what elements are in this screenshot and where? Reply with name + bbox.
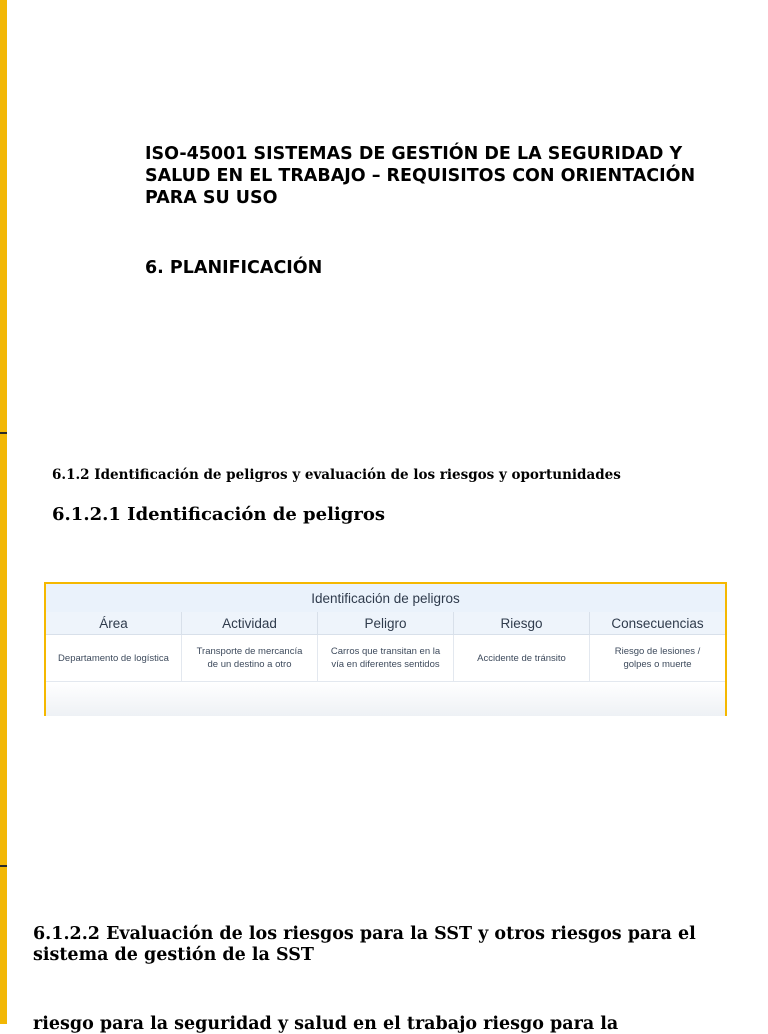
subsection-heading: 6.1.2 Identificación de peligros y evaluación de los riesgos y oportunidades <box>52 467 621 483</box>
table-footer <box>46 682 725 716</box>
page-separator-tick <box>0 432 7 434</box>
document-title: ISO-45001 SISTEMAS DE GESTIÓN DE LA SEGURIDAD Y SALUD EN EL TRABAJO – REQUISITOS CON ORIENTACIÓN PARA SU USO <box>145 144 696 208</box>
section-heading: 6. PLANIFICACIÓN <box>145 258 323 278</box>
table-header-cell: Riesgo <box>454 612 590 634</box>
table-cell: Carros que transitan en la vía en diferentes sentidos <box>318 635 454 681</box>
table-header-cell: Consecuencias <box>611 616 704 631</box>
table-header-cell: Área <box>46 612 182 634</box>
left-accent-bar <box>0 0 7 1024</box>
table-cell: Accidente de tránsito <box>454 635 590 681</box>
cut-off-text: riesgo para la seguridad y salud en el trabajo riesgo para la <box>33 1014 619 1034</box>
table-header-row <box>46 612 725 635</box>
subsubsection-heading-1: 6.1.2.1 Identificación de peligros <box>52 504 385 525</box>
table-row <box>46 635 725 682</box>
table-cell: Departamento de logística <box>46 635 182 681</box>
table-header-cell: Peligro <box>318 612 454 634</box>
page-separator-tick <box>0 865 7 867</box>
subsubsection-heading-2: 6.1.2.2 Evaluación de los riesgos para la SST y otros riesgos para el sistema de gestión de la SST <box>33 924 696 965</box>
table-cell: Transporte de mercancía de un destino a otro <box>182 635 318 681</box>
hazard-identification-table <box>44 582 727 716</box>
table-caption: Identificación de peligros <box>46 584 725 612</box>
table-header-cell: Actividad <box>182 612 318 634</box>
table-cell: Riesgo de lesiones / golpes o muerte <box>614 646 701 670</box>
